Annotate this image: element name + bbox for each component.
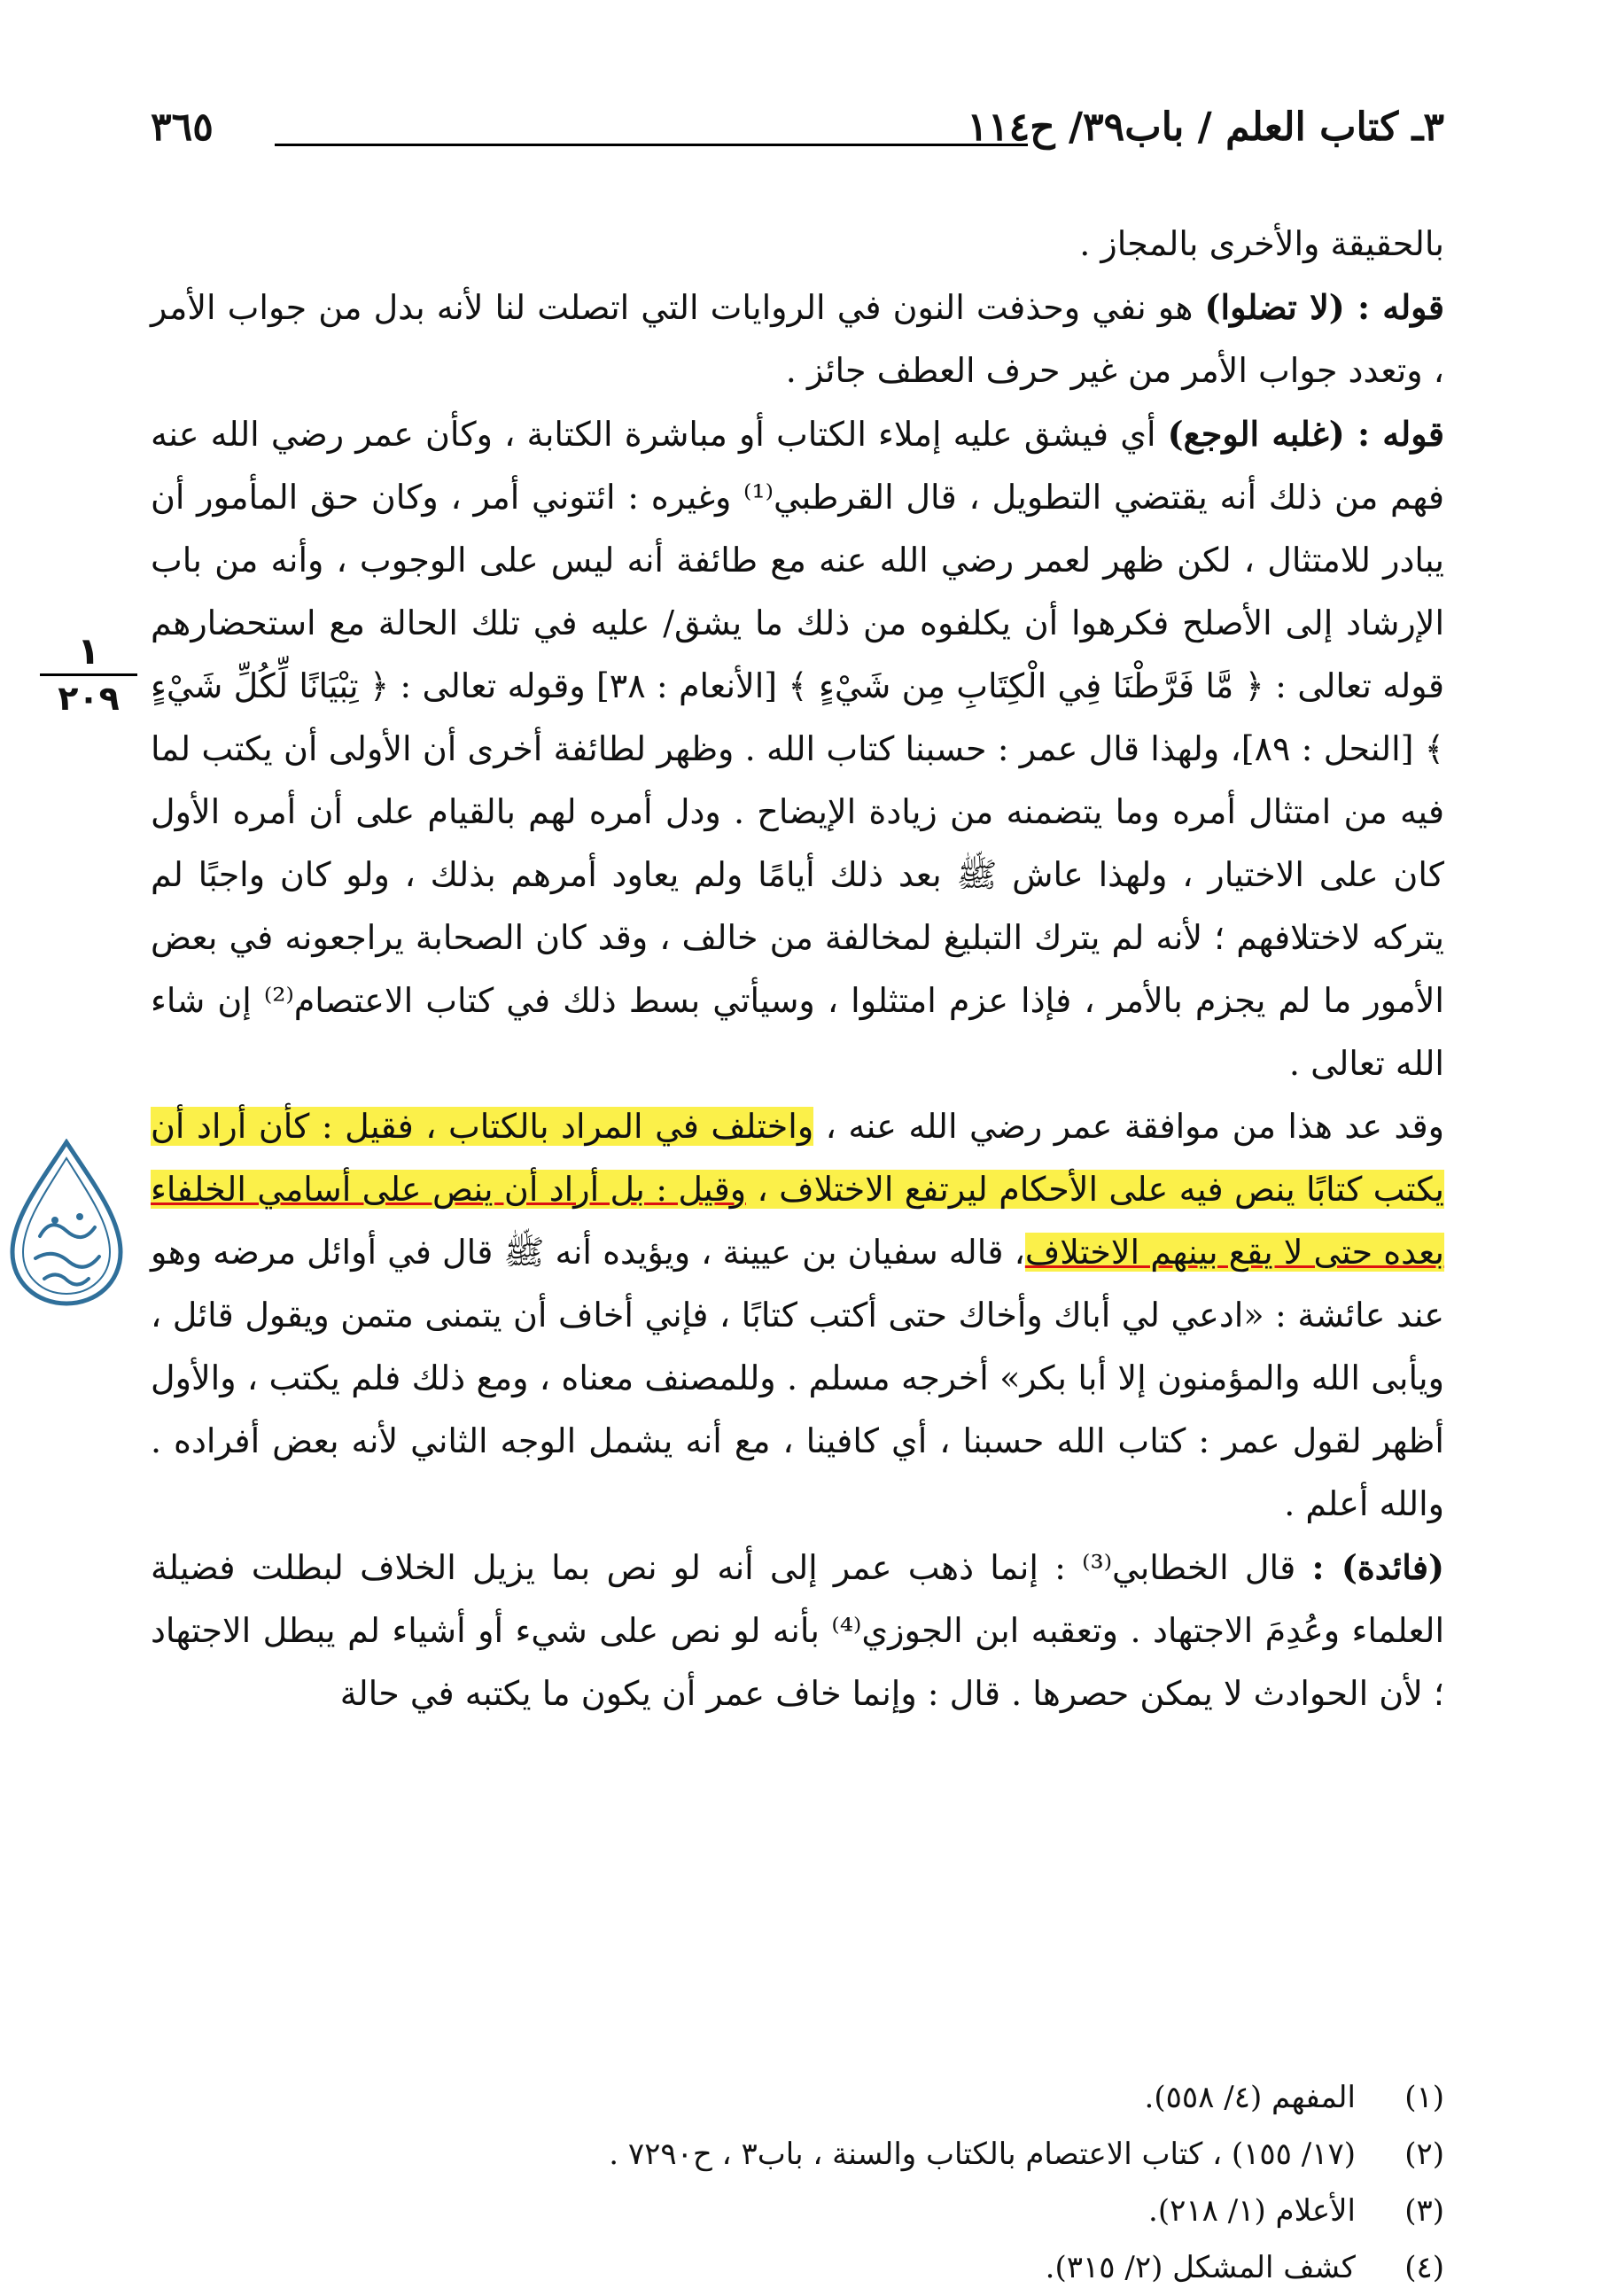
- highlighted-underlined-passage: وقيل : بل أراد أن ينص على أسامي الخلفاء بعده حتى لا يقع بينهم الاختلاف: [151, 1170, 1445, 1272]
- highlighted-passage-1: واختلف في المراد بالكتاب ، فقيل : كأن أراد أن يكتب كتابًا ينص فيه على الأحكام ليرتفع الاختلاف ،: [151, 1107, 1445, 1209]
- paragraph-5-text: قال الخطابي⁽³⁾ : إنما ذهب عمر إلى أنه لو نص بما يزيل الخلاف لبطلت فضيلة العلماء وعُدِمَ الاجتهاد . وتعقبه ابن الجوزي⁽⁴⁾ بأنه لو نص على شيء أو أشياء لم يبطل الاجتهاد ؛ لأن الحوادث لا يمكن حصرها . قال : وإنما خاف عمر أن يكون ما يكتبه في حالة: [151, 1548, 1445, 1713]
- footnote-3: [151, 2183, 1444, 2239]
- footnote-text: (١٧/ ١٥٥) ، كتاب الاعتصام بالكتاب والسنة ، باب٣ ، ح٧٢٩٠ .: [609, 2136, 1356, 2172]
- margin-reference: [40, 631, 137, 719]
- library-stamp-logo: [9, 1139, 124, 1307]
- paragraph-3-text: أي فيشق عليه إملاء الكتاب أو مباشرة الكتابة ، وكأن عمر رضي الله عنه فهم من ذلك أنه يقتضي التطويل ، قال القرطبي⁽¹⁾ وغيره : ائتوني أمر ، وكان حق المأمور أن يبادر للامتثال ، لكن ظهر لعمر رضي الله عنه مع طائفة أنه ليس على الوجوب ، وأنه من باب الإرشاد إلى الأصلح فكرهوا أن يكلفوه من ذلك ما يشق/ عليه في تلك الحالة مع استحضارهم قوله تعالى : ﴿ مَّا فَرَّطْنَا فِي الْكِتَابِ مِن شَيْءٍ ﴾ [الأنعام : ٣٨] وقوله تعالى : ﴿ تِبْيَانًا لِّكُلِّ شَيْءٍ ﴾ [النحل : ٨٩]، ولهذا قال عمر : حسبنا كتاب الله . وظهر لطائفة أخرى أن الأولى أن يكتب لما فيه من امتثال أمره وما يتضمنه من زيادة الإيضاح . ودل أمره لهم بالقيام على أن أمره الأول كان على الاختيار ، ولهذا عاش ﷺ بعد ذلك أيامًا ولم يعاود أمرهم بذلك ، ولو كان واجبًا لم يتركه لاختلافهم ؛ لأنه لم يترك التبليغ لمخالفة من خالف ، وقد كان الصحابة يراجعونه في بعض الأمور ما لم يجزم بالأمر ، فإذا عزم امتثلوا ، وسيأتي بسط ذلك في كتاب الاعتصام⁽²⁾ إن شاء الله تعالى .: [151, 415, 1445, 1083]
- paragraph-5: [151, 1536, 1444, 1725]
- paragraph-4: [151, 1095, 1444, 1536]
- footnote-number: (٢): [1404, 2136, 1444, 2172]
- paragraph-4-end: ، قاله سفيان بن عيينة ، ويؤيده أنه ﷺ قال في أوائل مرضه وهو عند عائشة : «ادعي لي أباك وأخاك حتى أكتب كتابًا ، فإني أخاف أن يتمنى متمن ويقول قائل ، ويأبى الله والمؤمنون إلا أبا بكر» أخرجه مسلم . وللمصنف معناه ، ومع ذلك فلم يكتب ، والأول أظهر لقول عمر : كتاب الله حسبنا ، أي كافينا ، مع أنه يشمل الوجه الثاني لأنه بعض أفراده . والله أعلم .: [151, 1233, 1444, 1523]
- footnote-number: (٤): [1404, 2250, 1444, 2285]
- footnote-text: كشف المشكل (٢/ ٣١٥).: [1045, 2250, 1356, 2285]
- header-rule: [275, 144, 1028, 146]
- footnote-number: (١): [1404, 2080, 1444, 2115]
- paragraph-2-text: هو نفي وحذفت النون في الروايات التي اتصلت لنا لأنه بدل من جواب الأمر ، وتعدد جواب الأمر من غير حرف العطف جائز .: [151, 288, 1444, 390]
- footnote-text: الأعلام (١/ ٢١٨).: [1148, 2193, 1356, 2229]
- page-number: ٣٦٥: [151, 105, 214, 150]
- paragraph-3-label: قوله : (غلبه الوجع): [1167, 414, 1445, 454]
- margin-ref-page: ٢٠٩: [58, 679, 120, 718]
- margin-ref-divider: [40, 673, 137, 676]
- paragraph-1: بالحقيقة والأخرى بالمجاز .: [1079, 224, 1444, 263]
- footnote-1: [151, 2069, 1444, 2126]
- footnote-text: المفهم (٤/ ٥٥٨).: [1144, 2080, 1356, 2115]
- body-end-marker: [151, 1954, 153, 1955]
- footnote-4: [151, 2239, 1444, 2296]
- paragraph-3: [151, 402, 1444, 1095]
- paragraph-5-label: (فائدة) :: [1311, 1547, 1444, 1587]
- page-header: [151, 105, 1444, 167]
- paragraph-2: [151, 276, 1444, 402]
- footnote-number: (٣): [1404, 2193, 1444, 2229]
- footnotes: [151, 2069, 1444, 2296]
- margin-ref-volume: ١: [77, 629, 100, 673]
- footnote-2: [151, 2126, 1444, 2183]
- paragraph-4-start: وقد عد هذا من موافقة عمر رضي الله عنه ،: [813, 1107, 1444, 1146]
- running-title: ٣ـ كتاب العلم / باب٣٩/ ح١١٤: [967, 105, 1444, 150]
- main-text: [151, 213, 1444, 1725]
- paragraph-2-label: قوله : (لا تضلوا): [1204, 287, 1444, 327]
